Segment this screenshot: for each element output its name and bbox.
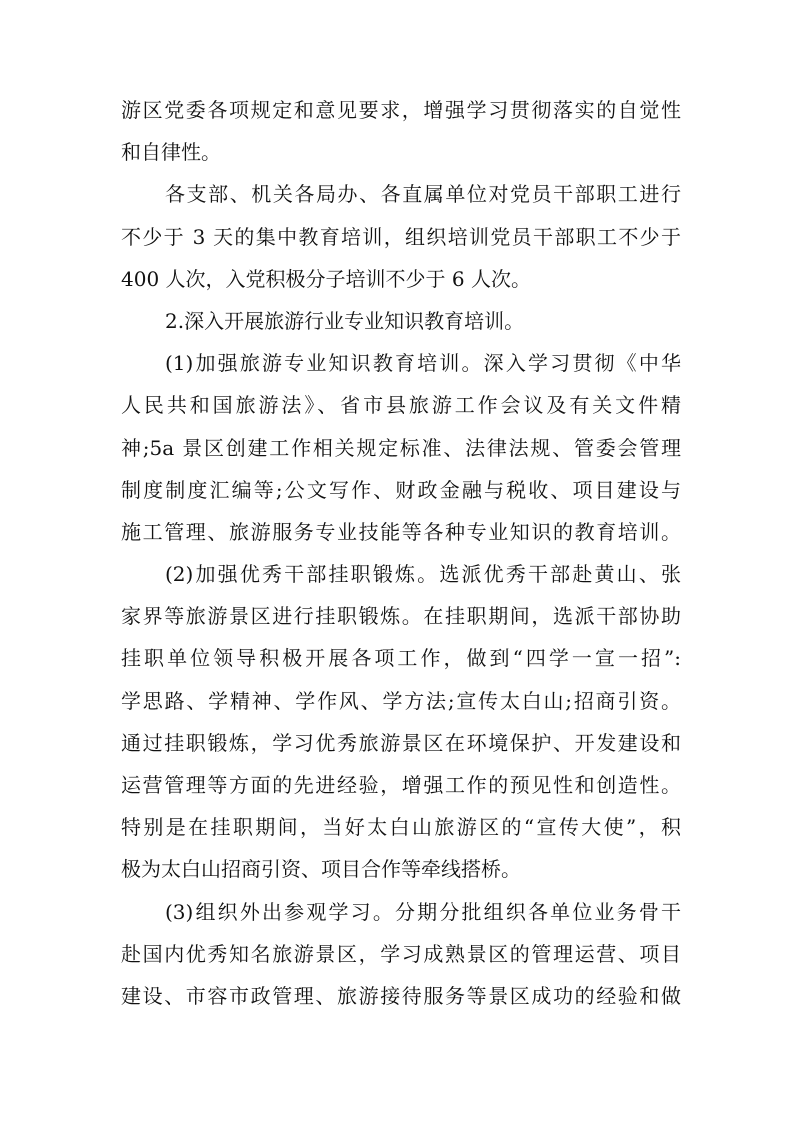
text-line: 不少于 3 天的集中教育培训，组织培训党员干部职工不少于	[121, 224, 681, 249]
text-line: 建设、市容市政管理、旅游接待服务等景区成功的经验和做	[121, 983, 681, 1008]
text-line: 400 人次，入党积极分子培训不少于 6 人次。	[121, 266, 531, 291]
text-line: (2)加强优秀干部挂职锻炼。选派优秀干部赴黄山、张	[165, 562, 681, 587]
text-line: 和自律性。	[121, 140, 221, 165]
text-line: 制度制度汇编等;公文写作、财政金融与税收、项目建设与	[121, 477, 681, 502]
text-line: 家界等旅游景区进行挂职锻炼。在挂职期间，选派干部协助	[121, 604, 681, 629]
text-line: 各支部、机关各局办、各直属单位对党员干部职工进行	[165, 182, 681, 207]
text-line: 施工管理、旅游服务专业技能等各种专业知识的教育培训。	[121, 519, 681, 544]
text-line: (3)组织外出参观学习。分期分批组织各单位业务骨干	[165, 899, 681, 924]
text-line: 特别是在挂职期间，当好太白山旅游区的“宣传大使”，积	[121, 815, 681, 840]
text-line: 挂职单位领导积极开展各项工作，做到“四学一宣一招”:	[121, 646, 681, 671]
text-line: 游区党委各项规定和意见要求，增强学习贯彻落实的自觉性	[121, 98, 681, 122]
text-line: 学思路、学精神、学作风、学方法;宣传太白山;招商引资。	[121, 688, 681, 713]
text-line: 通过挂职锻炼，学习优秀旅游景区在环境保护、开发建设和	[121, 730, 681, 755]
section-heading: 2.深入开展旅游行业专业知识教育培训。	[165, 308, 525, 333]
text-line: 神;5a 景区创建工作相关规定标准、法律法规、管委会管理	[121, 435, 681, 460]
text-line: 赴国内优秀知名旅游景区，学习成熟景区的管理运营、项目	[121, 941, 681, 966]
text-line: 运营管理等方面的先进经验，增强工作的预见性和创造性。	[121, 773, 681, 797]
body-text	[121, 96, 681, 1024]
text-line: 人民共和国旅游法》、省市县旅游工作会议及有关文件精	[121, 393, 681, 418]
text-line: (1)加强旅游专业知识教育培训。深入学习贯彻《中华	[165, 351, 681, 376]
text-line: 极为太白山招商引资、项目合作等牵线搭桥。	[121, 857, 521, 882]
